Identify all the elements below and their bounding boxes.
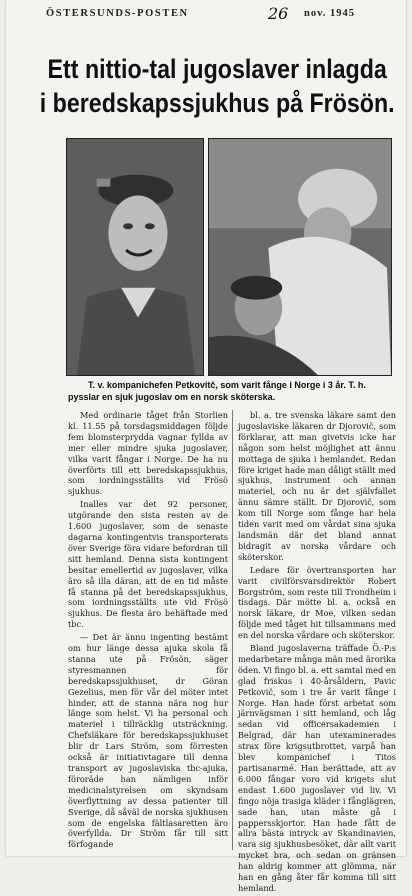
paragraph: Ledare för övertransporten har varit civilförsvarsdirektör Robert Borgström, som reste till Trondheim i tisdags. Där mötte bl. a. också en norsk läkare, dr Moe, vilken sedan följde med tåget hit tillsammans med en del norska vårdare och sköterskor.	[238, 564, 396, 641]
newspaper-clipping	[6, 0, 406, 893]
article-column-left	[68, 410, 228, 852]
photo-soldier-portrait	[66, 138, 204, 376]
paragraph: Bland jugoslaverna träffade Ö.-P:s medarbetare många män med ärorika öden. Vi fingo bl. a. ett samtal med en glad friskus i 40-årsåldern, Pavic Petkovič, som i tre år varit fånge i Norge. Han hade först arbetat som järnvägsman i sitt hemland, och låg sedan vid officersakademien i Belgrad, där han utexaminerades strax före krigsutbrottet, varpå han blev kompanichef i Titos partisanarmé. Han berättade, att av 6.000 fångar voro vid krigets slut endast 1.600 jugoslaver vid liv. Vi fingo nöja trasiga kläder i fånglägren, sade han, utan måste gå i pappersskjortor. Han hade fått de allra bästa intryck av Skandinavien, vara sig sjukhusbesöket, där allt varit mycket bra, och sedan on gränsen han aldrig kommer att glömma, när han en gång åter får komma till sitt hemland.	[238, 643, 396, 893]
patient-nurse-image	[209, 139, 391, 375]
headline	[28, 52, 406, 120]
paragraph: Inalles var det 92 personer, utgörande den sista resten av de 1.600 jugoslaver, som de senaste dagarna kontingentvis transporterats över Sverige föra vidare befordran till sitt hemland. Denna sista kontingent besitar emellertid av jugoslaver, vilka äro så illa däran, att de en tid måste få stanna på det beredskapssjukhus, som iordningsställts ute vid Frösö sjukhus. De flesta äro behäftade med tbc.	[68, 499, 228, 630]
photo-patient-and-nurse	[208, 138, 392, 376]
headline-line-1: Ett nittio-tal jugoslaver inlagda	[47, 54, 387, 84]
soldier-portrait-image	[67, 139, 203, 375]
article-column-right	[238, 410, 396, 896]
newspaper-name: ÖSTERSUNDS-POSTEN	[46, 8, 189, 19]
date-day: 26	[268, 4, 289, 23]
paragraph: bl. a. tre svenska läkare samt den jugoslaviske läkaren dr Djorovič, som förklarar, att man givetvis icke har någon som helst möjlighet att ännu mottaga de sjuka i hemlandet. Redan före kriget hade man dåligt ställt med sjukhus, instrument och annan materiel, och nu är det självfallet ännu sämre ställt. Dr Djorovič, som kom till Norge som fånge har hela tiden varit med om vårdat sina sjuka landsmän där det bland annat bidragit av norska vårdare och sköterskor.	[238, 410, 397, 562]
date-month-year: nov. 1945	[304, 8, 356, 19]
masthead	[46, 4, 386, 24]
paragraph: Med ordinarie tåget från Storlien kl. 11.55 på torsdagsmiddagen följde fem blomsterprydda vagnar fyllda av mer eller mindre sjuka jugoslaver, vilka varit fångar i Norge. De ha nu överförts till ett beredskapssjukhus, som iordningsställts vid Frösö sjukhus.	[68, 410, 228, 497]
paragraph: — Det är ännu ingenting bestämt om hur länge dessa ajuka skola få stanna ute på Frösön, säger styresmannen för beredskapssjukhuset, dr Göran Gezelius, men för vår del möter intet hinder, att de stanna nära nog hur länge som helst. Vi ha personal och materiel i tillräcklig utsträckning. Chefsläkare för beredskapssjukhuset blir dr Lars Ström, som förresten också är initiativtagare till denna transport av jugoslaviska tbc-ajuka, föroräde han nämligen inför medicinalstyrelsen om skyndsam överflyttning av dessa patienter till Sverige, då såväl de norska sjukhusen som de engelska fältlasaretten äro överfyllda. Dr Ström får till sitt förfogande	[68, 632, 228, 850]
headline-line-2: i beredskapssjukhus på Frösön.	[39, 88, 395, 118]
column-divider	[232, 410, 233, 850]
photo-caption: T. v. kompanichefen Petkovitč, som varit fånge i Norge i 3 år. T. h. pysslar en sjuk jugoslav om en norsk sköterska.	[68, 380, 366, 402]
